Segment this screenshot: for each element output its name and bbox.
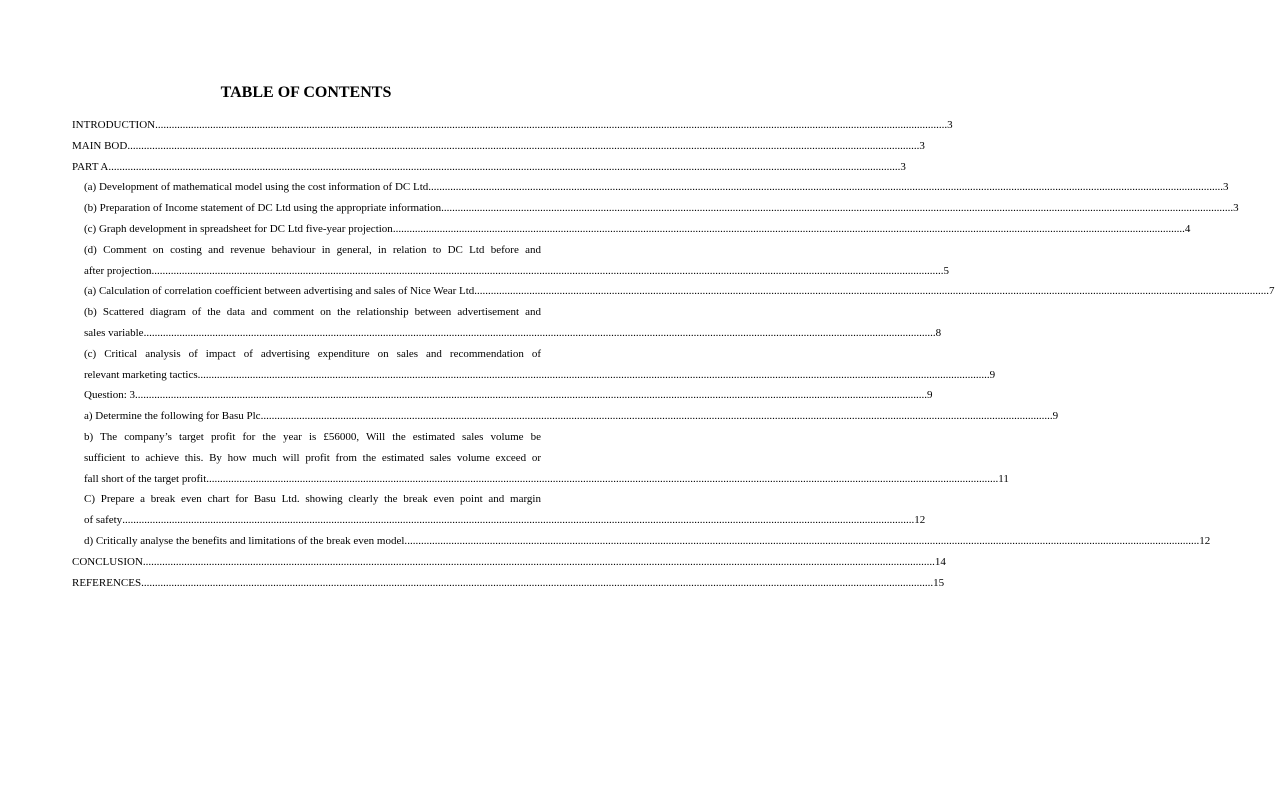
toc-page-number: 5 (943, 264, 949, 277)
toc-page-number: 3 (919, 139, 925, 152)
toc-entry-text: (b) Preparation of Income statement of DC Ltd using the appropriate information (84, 202, 442, 215)
toc-entry-text: sufficient to achieve this. By how much will profit from the estimated sales volume exceed or (84, 451, 541, 464)
toc-dot-leader (431, 177, 1223, 198)
toc-page-number: 3 (1233, 202, 1239, 215)
toc-dot-leader (152, 261, 944, 282)
toc-entry-text: (b) Scattered diagram of the data and comment on the relationship between advertisement and (84, 306, 541, 319)
toc-entry[interactable] (72, 136, 925, 157)
toc-page-number: 3 (947, 119, 953, 131)
toc-entry[interactable] (72, 573, 945, 594)
toc-entry[interactable] (72, 240, 949, 282)
toc-entry[interactable] (72, 552, 946, 573)
toc-page-number: 3 (1223, 181, 1229, 194)
toc-dot-leader (108, 157, 900, 178)
toc-dot-leader (441, 198, 1233, 219)
toc-title: TABLE OF CONTENTS (220, 84, 392, 101)
toc-entry[interactable] (72, 489, 926, 531)
toc-entry-text: (a) Calculation of correlation coefficient between advertising and sales of Nice Wear Ltd. (84, 285, 478, 298)
toc-dot-leader (261, 406, 1053, 427)
toc-entry-text: a) Determine the following for Basu Plc (84, 410, 261, 423)
toc-page-number: 7 (1269, 285, 1275, 298)
toc-dot-leader (143, 552, 935, 573)
toc-page-number: 14 (934, 555, 946, 568)
toc-entry-text: CONCLUSION (72, 555, 143, 568)
toc-entry[interactable] (72, 427, 1009, 489)
toc-entry-text: d) Critically analyse the benefits and limitations of the break even model. (84, 534, 408, 547)
toc-page-number: 15 (933, 576, 945, 589)
toc-entry-text: PART A (72, 160, 109, 173)
toc-entry-text: (c) Critical analysis of impact of advertising expenditure on sales and recommendation of (84, 347, 541, 360)
toc-entry[interactable] (72, 281, 1275, 302)
toc-page-number: 3 (900, 160, 906, 173)
toc-page-number: 12 (914, 514, 926, 527)
toc-page-number: 9 (989, 368, 996, 381)
toc-list (72, 115, 1275, 593)
toc-entry[interactable] (72, 406, 1059, 427)
toc-dot-leader (206, 469, 998, 490)
toc-entry[interactable] (72, 219, 1191, 240)
toc-dot-leader (144, 323, 936, 344)
toc-dot-leader (122, 510, 914, 531)
toc-entry-text: relevant marketing tactics (84, 368, 198, 381)
toc-entry[interactable] (72, 344, 996, 386)
toc-page-number: 9 (1052, 410, 1059, 423)
toc-page-number: 12 (1199, 534, 1211, 547)
toc-entry[interactable] (72, 531, 1211, 552)
toc-entry-text: (d) Comment on costing and revenue behaviour in general, in relation to DC Ltd before and (84, 243, 541, 256)
toc-entry[interactable] (72, 177, 1229, 198)
toc-dot-leader (393, 219, 1185, 240)
toc-page-number: 4 (1184, 222, 1191, 235)
toc-dot-leader (477, 281, 1269, 302)
toc-dot-leader (135, 385, 927, 406)
toc-entry-text: b) The company’s target profit for the year is £56000, Will the estimated sales volume be (84, 430, 541, 443)
toc-entry-text: after projection (84, 264, 152, 277)
toc-dot-leader (407, 531, 1199, 552)
toc-entry-text: REFERENCES (72, 576, 142, 589)
toc-page-number: 9 (927, 389, 933, 402)
toc-entry-text: of safety (84, 514, 123, 527)
toc-entry-text: (a) Development of mathematical model using the cost information of DC Ltd. (84, 181, 432, 194)
toc-entry-text: Question: 3 (84, 389, 136, 402)
toc-dot-leader (155, 115, 947, 136)
toc-entry[interactable] (72, 157, 906, 178)
toc-entry-text: sales variable (84, 326, 144, 339)
toc-entry[interactable] (72, 198, 1239, 219)
toc-entry[interactable] (72, 302, 942, 344)
toc-page-number: 8 (935, 326, 942, 339)
toc-dot-leader (198, 365, 990, 386)
toc-dot-leader (141, 573, 933, 594)
toc-entry-text: C) Prepare a break even chart for Basu Ltd. showing clearly the break even point and margin (84, 493, 541, 506)
toc-entry-text: MAIN BOD (72, 139, 128, 152)
toc-entry-text: INTRODUCTION (72, 119, 156, 131)
toc-entry[interactable] (72, 115, 953, 136)
toc-page-number: 11 (998, 472, 1009, 485)
toc-entry-text: fall short of the target profit (84, 472, 207, 485)
toc-dot-leader (127, 136, 919, 157)
toc-entry[interactable] (72, 385, 933, 406)
toc-entry-text: (c) Graph development in spreadsheet for DC Ltd five-year projection (84, 222, 393, 235)
